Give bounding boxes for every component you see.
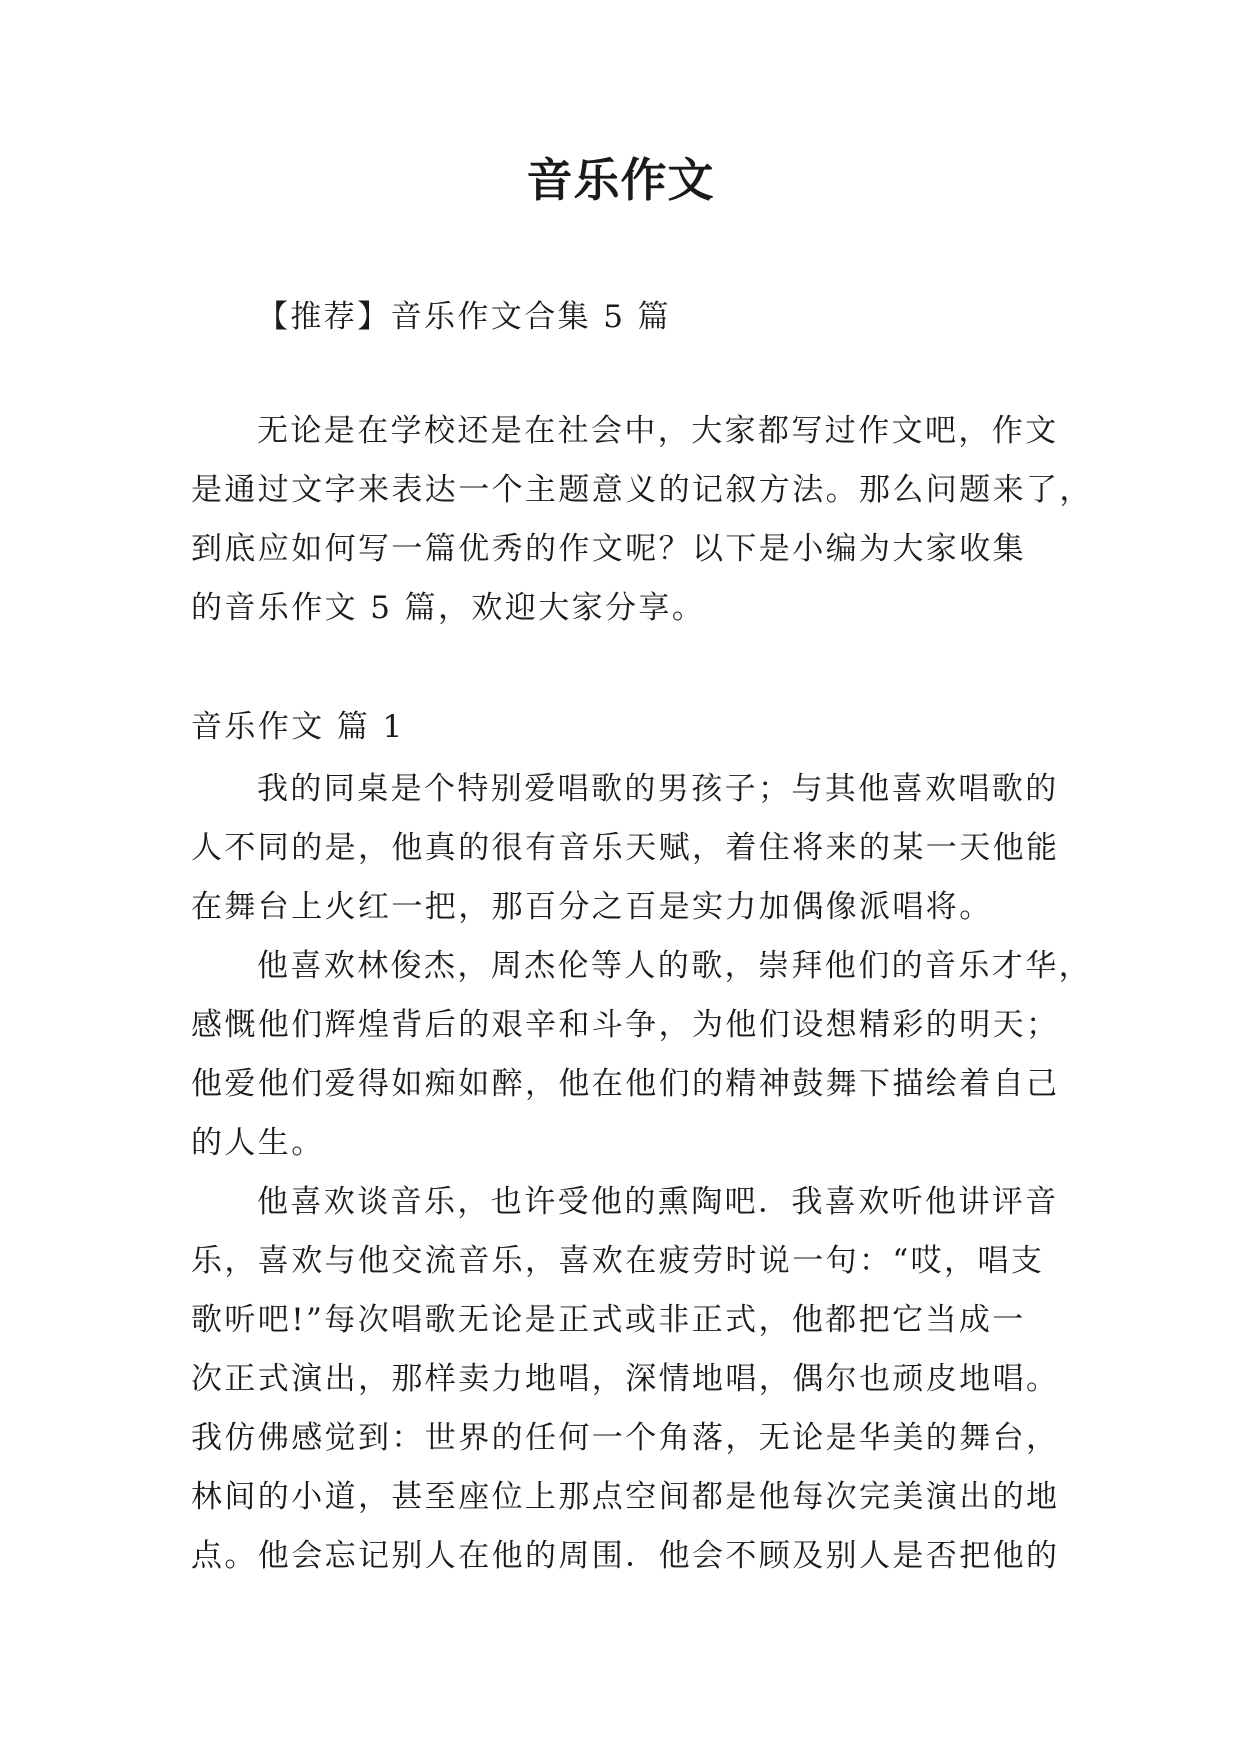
body-line: 歌听吧!”每次唱歌无论是正式或非正式，他都把它当成一	[191, 1302, 1026, 1338]
document-subtitle	[191, 288, 1127, 347]
body-line: 我的同桌是个特别爱唱歌的男孩子；与其他喜欢唱歌的	[257, 771, 1059, 807]
intro-line: 是通过文字来表达一个主题意义的记叙方法。那么问题来了，	[191, 472, 1093, 508]
body-line: 林间的小道，甚至座位上那点空间都是他每次完美演出的地	[191, 1479, 1060, 1515]
body-line: 在舞台上火红一把，那百分之百是实力加偶像派唱将。	[191, 889, 993, 925]
section-heading-text: 音乐作文 篇 1	[191, 709, 405, 745]
body-line: 感慨他们辉煌背后的艰辛和斗争，为他们设想精彩的明天；	[191, 1007, 1060, 1043]
intro-line: 的音乐作文 5 篇，欢迎大家分享。	[191, 590, 706, 626]
body-line: 人不同的是，他真的很有音乐天赋，着住将来的某一天他能	[191, 830, 1060, 866]
intro-line: 到底应如何写一篇优秀的作文呢？以下是小编为大家收集	[191, 531, 1026, 567]
body-line: 他喜欢谈音乐，也许受他的熏陶吧．我喜欢听他讲评音	[257, 1184, 1059, 1220]
section-body	[191, 760, 1092, 1586]
subtitle-text: 【推荐】音乐作文合集 5 篇	[257, 299, 672, 335]
body-line: 他喜欢林俊杰，周杰伦等人的歌，崇拜他们的音乐才华，	[257, 948, 1092, 984]
body-line: 点。他会忘记别人在他的周围．他会不顾及别人是否把他的	[191, 1538, 1060, 1574]
intro-line: 无论是在学校还是在社会中，大家都写过作文吧，作文	[257, 413, 1059, 449]
body-line: 他爱他们爱得如痴如醉，他在他们的精神鼓舞下描绘着自己	[191, 1066, 1060, 1102]
document-title: 音乐作文	[526, 153, 715, 207]
body-line: 我仿佛感觉到：世界的任何一个角落，无论是华美的舞台，	[191, 1420, 1060, 1456]
body-line: 乐，喜欢与他交流音乐，喜欢在疲劳时说一句：“哎，唱支	[191, 1243, 1045, 1279]
intro-paragraph	[191, 402, 1093, 638]
body-line: 的人生。	[191, 1125, 325, 1161]
body-line: 次正式演出，那样卖力地唱，深情地唱，偶尔也顽皮地唱。	[191, 1361, 1060, 1397]
section-heading	[191, 698, 1061, 757]
